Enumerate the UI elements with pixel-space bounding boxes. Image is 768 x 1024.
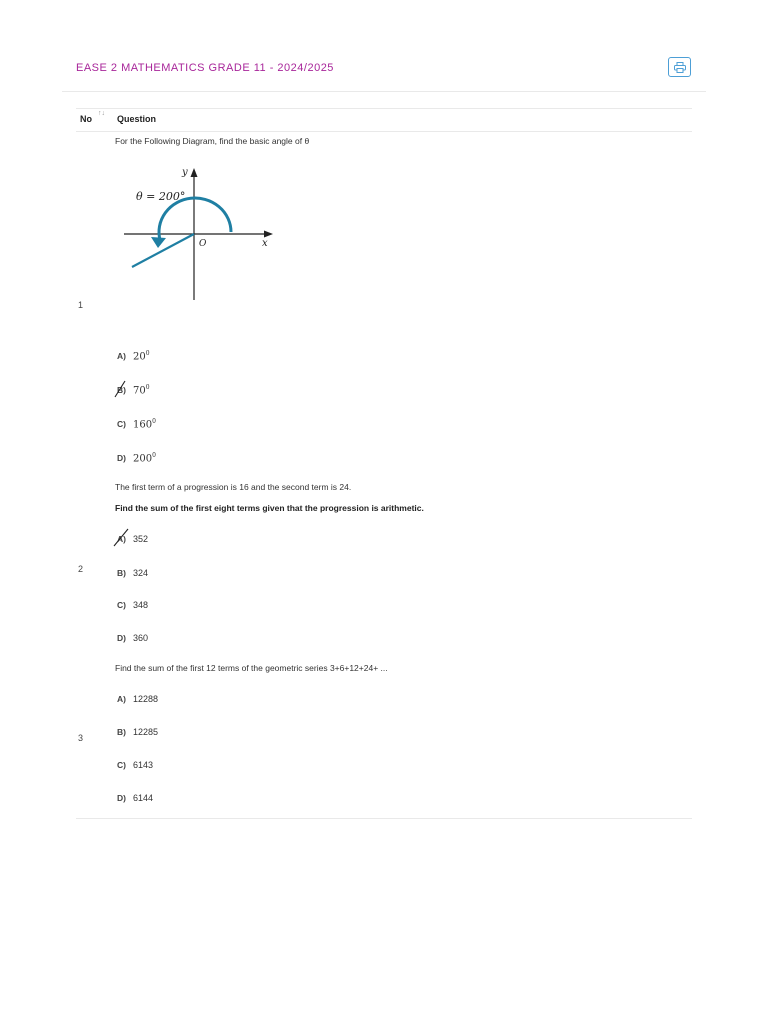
option-letter: B): [117, 385, 127, 395]
question-2-number: 2: [78, 564, 84, 574]
sort-icon[interactable]: ↑↓: [98, 110, 105, 117]
option-value: $70^0$: [133, 384, 150, 397]
option-value: 360: [133, 633, 149, 643]
question-2-option-b[interactable]: [117, 568, 148, 578]
origin-label: O: [199, 239, 207, 249]
x-axis-label: x: [262, 238, 268, 249]
table-bottom-border: [76, 818, 692, 819]
option-letter: C): [117, 760, 126, 770]
option-letter: A): [117, 694, 126, 704]
option-letter: B): [117, 568, 126, 578]
option-value: $20^0$: [133, 350, 150, 363]
question-1-option-c[interactable]: [117, 418, 156, 430]
arc-arrowhead: [151, 237, 166, 248]
question-1-number: 1: [78, 300, 84, 310]
question-2-option-c[interactable]: [117, 600, 148, 610]
table-header-border: [76, 131, 692, 132]
x-axis-arrow: [264, 231, 273, 238]
option-value: 324: [133, 568, 149, 578]
y-axis-arrow: [191, 168, 198, 177]
table-top-border: [76, 108, 692, 109]
column-header-question: Question: [117, 114, 157, 124]
option-letter: D): [117, 793, 126, 803]
option-letter: D): [117, 453, 126, 464]
question-3-option-c[interactable]: [117, 760, 153, 770]
question-3-option-d[interactable]: [117, 793, 153, 803]
question-2-option-a[interactable]: [117, 534, 148, 544]
question-3-option-b[interactable]: [117, 727, 158, 737]
printer-icon: [674, 62, 686, 73]
question-3-option-a[interactable]: [117, 694, 158, 704]
theta-label: θ = 200°: [136, 190, 186, 203]
question-1-option-b[interactable]: [117, 384, 150, 396]
header-divider: [62, 91, 706, 92]
option-letter: C): [117, 600, 126, 610]
y-axis-label: y: [182, 167, 188, 178]
option-value: 12285: [133, 727, 159, 737]
option-value: 352: [133, 534, 149, 544]
question-1-option-a[interactable]: [117, 350, 150, 362]
option-value: 6143: [133, 760, 154, 770]
option-value: 348: [133, 600, 149, 610]
question-3-text: Find the sum of the first 12 terms of the geometric series 3+6+12+24+ ...: [115, 663, 388, 673]
option-letter: C): [117, 419, 126, 430]
option-letter: D): [117, 633, 126, 643]
question-1-option-d[interactable]: [117, 452, 156, 464]
strike-mark-icon: [113, 379, 129, 399]
option-value: 6144: [133, 793, 154, 803]
option-letter: B): [117, 727, 126, 737]
question-2-text: The first term of a progression is 16 and the second term is 24.: [115, 482, 352, 492]
question-1-text: For the Following Diagram, find the basic angle of θ: [115, 136, 310, 146]
option-value: $160^0$: [133, 418, 156, 431]
page-title: EASE 2 MATHEMATICS GRADE 11 - 2024/2025: [76, 62, 334, 74]
question-2-option-d[interactable]: [117, 633, 148, 643]
print-button[interactable]: [668, 57, 691, 77]
option-letter: A): [117, 351, 126, 362]
angle-diagram: [118, 160, 278, 305]
question-2-subtext: Find the sum of the first eight terms given that the progression is arithmetic.: [115, 503, 424, 513]
strike-mark-icon: [113, 528, 131, 548]
option-letter: A): [117, 534, 127, 544]
option-value: 12288: [133, 694, 159, 704]
column-header-no[interactable]: No: [80, 114, 92, 124]
question-3-number: 3: [78, 733, 84, 743]
option-value: $200^0$: [133, 452, 156, 465]
